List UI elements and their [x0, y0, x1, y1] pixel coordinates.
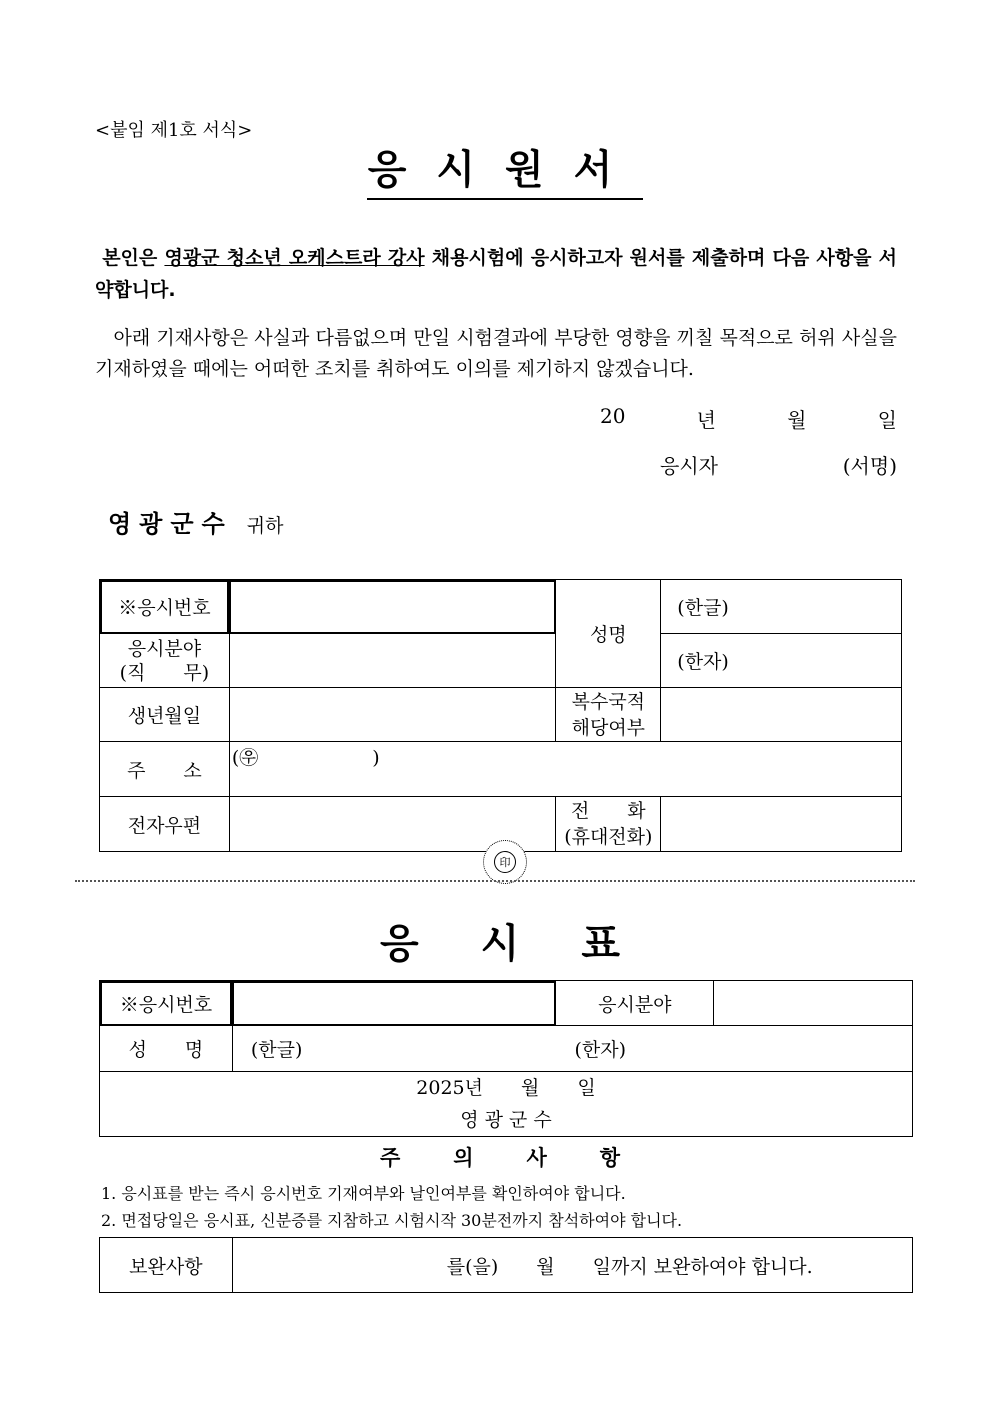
notes-title-char-2: 의 — [453, 1146, 474, 1170]
signer-label: 응시자 — [660, 454, 718, 478]
field-label-line1: 응시분야 — [127, 637, 202, 660]
page-title: 응시원서 — [367, 146, 643, 200]
pledge-paragraph-1 — [95, 242, 897, 306]
note-item: 1. 응시표를 받는 즉시 응시번호 기재여부와 날인여부를 확인하여야 합니다. — [101, 1184, 626, 1203]
ticket-name-label: 성 명 — [100, 1026, 233, 1072]
name-hanja-field[interactable]: (한자) — [661, 634, 902, 688]
addressee-suffix: 귀하 — [246, 515, 284, 537]
ticket-title-char-1: 응 — [380, 921, 419, 967]
seal-icon: 印 — [494, 851, 516, 873]
notes-list — [101, 1180, 682, 1234]
ticket-date: 2025년 월 일 — [416, 1077, 596, 1099]
phone-label-line2: (휴대전화) — [564, 826, 653, 848]
addressee-name: 영광군수 — [108, 510, 233, 538]
pledge-paragraph-2 — [95, 323, 897, 385]
supplement-label: 보완사항 — [100, 1238, 233, 1293]
ticket-title-char-2: 시 — [480, 921, 520, 967]
date-year-unit: 년 — [696, 408, 716, 432]
form-tag: <붙임 제1호 서식> — [95, 120, 253, 141]
ticket-field-input[interactable] — [714, 981, 913, 1026]
supplement-field[interactable] — [232, 1238, 912, 1293]
name-hangul-field[interactable]: (한글) — [661, 580, 902, 634]
position-name: 영광군 청소년 오케스트라 강사 — [164, 247, 425, 269]
address-input[interactable] — [229, 742, 901, 797]
ticket-hanja: (한자) — [574, 1039, 627, 1061]
notes-title — [380, 1142, 620, 1172]
dual-citizenship-input[interactable] — [661, 688, 902, 742]
seal-stamp — [483, 840, 527, 884]
postal-code-field[interactable]: (㉾ ) — [231, 747, 380, 769]
notes-title-char-3: 사 — [526, 1146, 547, 1170]
ticket-exam-number-label: ※응시번호 — [100, 981, 233, 1026]
signature-field[interactable]: (서명) — [842, 454, 897, 478]
dual-label-line2: 해당여부 — [571, 716, 646, 739]
notes-title-char-1: 주 — [380, 1146, 401, 1170]
field-input[interactable] — [229, 634, 555, 688]
date-month-unit: 월 — [787, 408, 807, 432]
date-year[interactable]: 20 — [600, 404, 626, 428]
pledge-pre: 본인은 — [102, 247, 165, 269]
supplement-text: 를(을) 월 일까지 보완하여야 합니다. — [446, 1255, 813, 1278]
ticket-issue-block — [100, 1072, 913, 1137]
ticket-title — [380, 912, 620, 969]
notes-title-char-4: 항 — [599, 1146, 620, 1170]
field-label-line2: (직 무) — [119, 661, 210, 684]
phone-label-line1: 전 화 — [570, 800, 646, 822]
email-label: 전자우편 — [100, 797, 230, 852]
dual-label-line1: 복수국적 — [571, 690, 646, 713]
pledge-post: 채용시험에 응시하고자 원서를 제출하며 다음 사항을 서약합니다. — [95, 247, 897, 301]
ticket-hangul: (한글) — [250, 1039, 303, 1061]
date-day-unit: 일 — [877, 408, 897, 432]
cut-line — [75, 880, 915, 882]
name-label: 성명 — [556, 580, 661, 688]
birth-input[interactable] — [229, 688, 555, 742]
note-item: 2. 면접당일은 응시표, 신분증를 지참하고 시험시작 30분전까지 참석하여야 합니다. — [101, 1211, 683, 1230]
pledge-text: 아래 기재사항은 사실과 다름없으며 만일 시험결과에 부당한 영향을 끼칠 목적으로 허위 사실을 기재하였을 때에는 어떠한 조치를 취하여도 이의를 제기하지 않겠습니다. — [95, 327, 897, 380]
exam-number-label: ※응시번호 — [100, 580, 230, 634]
phone-input[interactable] — [661, 797, 902, 852]
birth-label: 생년월일 — [100, 688, 230, 742]
exam-number-field[interactable] — [229, 580, 555, 634]
field-label — [100, 634, 230, 688]
signer-line — [660, 450, 897, 479]
ticket-field-label: 응시분야 — [556, 981, 714, 1026]
addressee — [108, 504, 283, 539]
ticket-title-char-3: 표 — [581, 921, 620, 967]
ticket-exam-number-field[interactable] — [232, 981, 556, 1026]
date-line — [600, 404, 897, 433]
ticket-name-field[interactable] — [232, 1026, 912, 1072]
dual-citizenship-label — [556, 688, 661, 742]
phone-label — [556, 797, 661, 852]
ticket-issuer: 영 광 군 수 — [460, 1109, 552, 1131]
application-table — [99, 579, 902, 852]
address-label: 주 소 — [100, 742, 230, 797]
ticket-table — [99, 980, 913, 1137]
supplement-table — [99, 1237, 913, 1293]
